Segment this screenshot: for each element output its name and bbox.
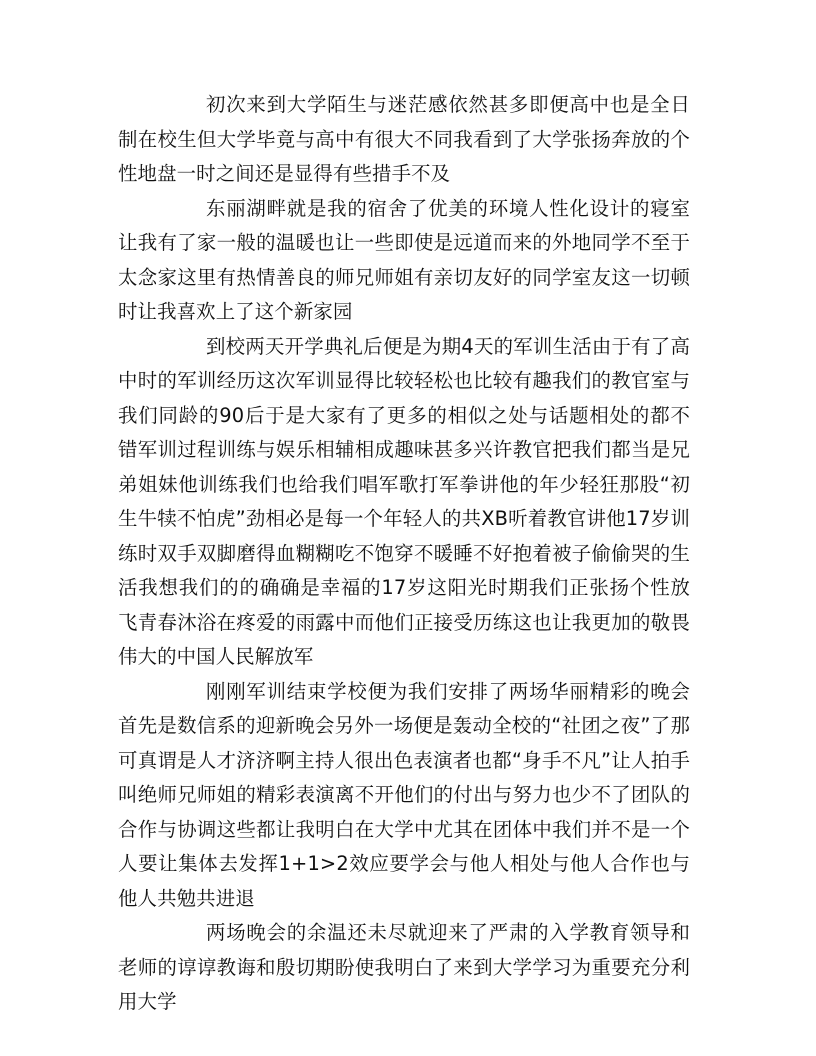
paragraph-evening-gala: 刚刚军训结束学校便为我们安排了两场华丽精彩的晚会首先是数信系的迎新晚会另外一场便是轰动全校的“社团之夜”了那可真谓是人才济济啊主持人很出色表演者也都“身手不凡”让人拍手叫绝师兄师姐的精彩表演离不开他们的付出与努力也少不了团队的合作与协调这些都让我明白在大学中尤其在团体中我们并不是一个人要让集体去发挥1+1>2效应要学会与他人相处与他人合作也与他人共勉共进退 — [118, 679, 690, 910]
paragraph-orientation: 两场晚会的余温还未尽就迎来了严肃的入学教育领导和老师的谆谆教诲和殷切期盼使我明白了来到大学学习为重要充分利用大学 — [118, 921, 690, 1013]
paragraph-arrival: 初次来到大学陌生与迷茫感依然甚多即便高中也是全日制在校生但大学毕竟与高中有很大不同我看到了大学张扬奔放的个性地盘一时之间还是显得有些措手不及 — [118, 93, 690, 185]
document-body — [118, 88, 690, 1020]
paragraph-dormitory: 东丽湖畔就是我的宿舍了优美的环境人性化设计的寝室让我有了家一般的温暖也让一些即使是远道而来的外地同学不至于太念家这里有热情善良的师兄师姐有亲切友好的同学室友这一切顿时让我喜欢上了这个新家园 — [118, 196, 690, 323]
paragraph-military-training: 到校两天开学典礼后便是为期4天的军训生活由于有了高中时的军训经历这次军训显得比较轻松也比较有趣我们的教官室与我们同龄的90后于是大家有了更多的相似之处与话题相处的都不错军训过程训练与娱乐相辅相成趣味甚多兴许教官把我们都当是兄弟姐妹他训练我们也给我们唱军歌打军拳讲他的年少轻狂那股“初生牛犊不怕虎”劲相必是每一个年轻人的共XB听着教官讲他17岁训练时双手双脚磨得血糊糊吃不饱穿不暖睡不好抱着被子偷偷哭的生活我想我们的的确确是幸福的17岁这阳光时期我们正张扬个性放飞青春沐浴在疼爱的雨露中而他们正接受历练这也让我更加的敬畏伟大的中国人民解放军 — [118, 334, 690, 668]
